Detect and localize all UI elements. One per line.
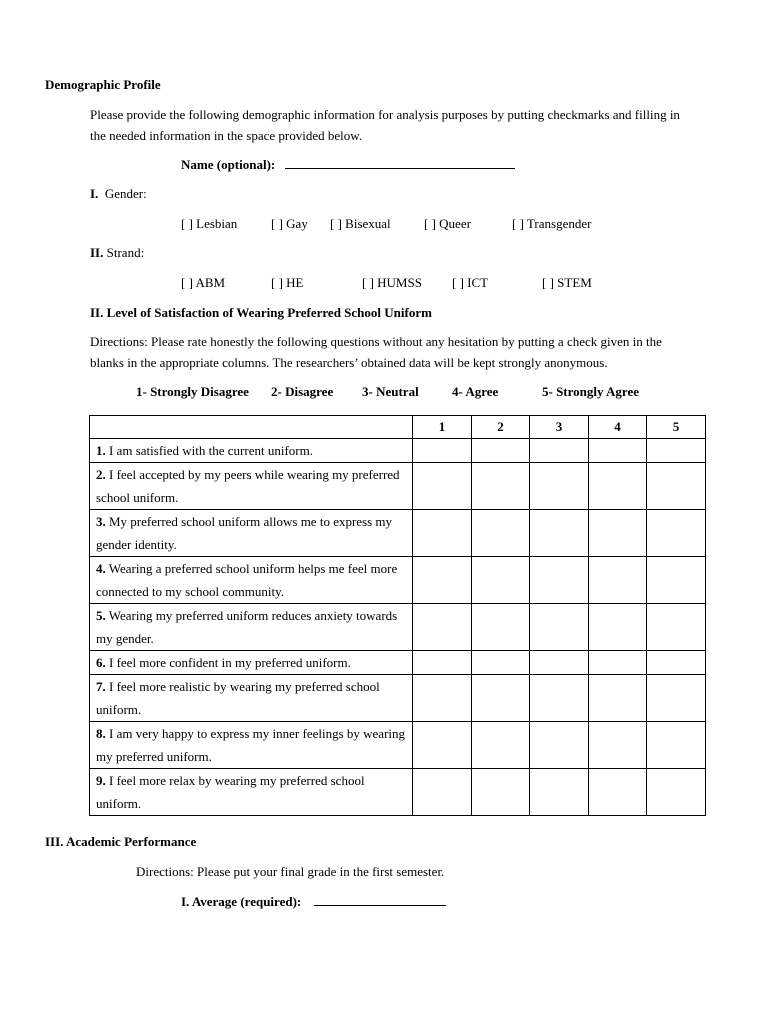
strand-option-humss[interactable]: [ ] HUMSS — [362, 275, 422, 290]
rating-cell-1[interactable] — [413, 557, 472, 604]
rating-cell-1[interactable] — [413, 604, 472, 651]
question-text: I feel more realistic by wearing my preferred school uniform. — [96, 679, 380, 717]
gender-option-bisexual[interactable]: [ ] Bisexual — [330, 216, 391, 231]
rating-cell-1[interactable] — [413, 463, 472, 510]
rating-cell-5[interactable] — [647, 510, 706, 557]
table-header-col-5: 5 — [647, 416, 706, 439]
table-header-question — [90, 416, 413, 439]
satisfaction-table — [89, 415, 706, 816]
table-row — [90, 439, 706, 463]
satisfaction-directions-line1: Directions: Please rate honestly the following questions without any hesitation by putting a check given in the — [90, 334, 662, 349]
strand-option-ict[interactable]: [ ] ICT — [452, 275, 489, 290]
rating-cell-5[interactable] — [647, 769, 706, 816]
gender-heading — [90, 186, 147, 202]
question-text: Wearing a preferred school uniform helps me feel more connected to my school community. — [96, 561, 398, 599]
scale-legend-2: 2- Disagree — [271, 384, 334, 399]
question-text: I am very happy to express my inner feelings by wearing my preferred uniform. — [96, 726, 406, 764]
demographic-intro-line1: Please provide the following demographic information for analysis purposes by putting checkmarks and filling in — [90, 107, 680, 122]
gender-option-gay[interactable]: [ ] Gay — [271, 216, 308, 231]
rating-cell-3[interactable] — [530, 439, 589, 463]
rating-cell-2[interactable] — [472, 651, 530, 675]
table-row — [90, 675, 706, 722]
question-text: I feel more confident in my preferred uniform. — [109, 655, 351, 670]
rating-cell-5[interactable] — [647, 722, 706, 769]
rating-cell-4[interactable] — [589, 722, 647, 769]
rating-cell-1[interactable] — [413, 722, 472, 769]
question-text: I feel more relax by wearing my preferred school uniform. — [96, 773, 365, 811]
strand-option-he[interactable]: [ ] HE — [271, 275, 304, 290]
rating-cell-2[interactable] — [472, 675, 530, 722]
academic-directions: Directions: Please put your final grade in the first semester. — [136, 864, 445, 879]
rating-cell-3[interactable] — [530, 769, 589, 816]
rating-cell-5[interactable] — [647, 557, 706, 604]
question-cell — [90, 769, 413, 816]
rating-cell-4[interactable] — [589, 604, 647, 651]
question-text: Wearing my preferred uniform reduces anxiety towards my gender. — [96, 608, 398, 646]
strand-option-stem[interactable]: [ ] STEM — [542, 275, 592, 290]
question-number: 8. — [96, 726, 106, 741]
rating-cell-4[interactable] — [589, 557, 647, 604]
gender-option-queer[interactable]: [ ] Queer — [424, 216, 471, 231]
average-field-row — [181, 894, 446, 910]
section-title-satisfaction: II. Level of Satisfaction of Wearing Preferred School Uniform — [90, 305, 432, 320]
strand-label: Strand: — [106, 245, 145, 260]
section-title-academic: III. Academic Performance — [45, 834, 197, 849]
rating-cell-3[interactable] — [530, 557, 589, 604]
question-cell — [90, 557, 413, 604]
rating-cell-3[interactable] — [530, 675, 589, 722]
table-row — [90, 722, 706, 769]
question-cell — [90, 722, 413, 769]
strand-heading — [90, 245, 144, 261]
question-number: 4. — [96, 561, 106, 576]
rating-cell-5[interactable] — [647, 604, 706, 651]
section-title-demographic: Demographic Profile — [45, 77, 161, 92]
scale-legend-5: 5- Strongly Agree — [542, 384, 640, 399]
rating-cell-1[interactable] — [413, 769, 472, 816]
rating-cell-5[interactable] — [647, 463, 706, 510]
rating-cell-3[interactable] — [530, 604, 589, 651]
rating-cell-5[interactable] — [647, 675, 706, 722]
rating-cell-2[interactable] — [472, 510, 530, 557]
satisfaction-directions-line2: blanks in the appropriate columns. The researchers’ obtained data will be kept strongly anonymous. — [90, 355, 608, 370]
question-cell — [90, 675, 413, 722]
table-row — [90, 769, 706, 816]
rating-cell-4[interactable] — [589, 510, 647, 557]
question-cell — [90, 463, 413, 510]
question-text: My preferred school uniform allows me to express my gender identity. — [96, 514, 393, 552]
question-number: 9. — [96, 773, 106, 788]
rating-cell-3[interactable] — [530, 651, 589, 675]
question-cell — [90, 651, 413, 675]
question-number: 7. — [96, 679, 106, 694]
name-blank-line[interactable] — [285, 168, 515, 169]
rating-cell-3[interactable] — [530, 722, 589, 769]
gender-numeral: I. — [90, 186, 99, 201]
scale-legend-4: 4- Agree — [452, 384, 499, 399]
rating-cell-3[interactable] — [530, 463, 589, 510]
table-header-col-4: 4 — [589, 416, 647, 439]
table-header-col-3: 3 — [530, 416, 589, 439]
name-label: Name (optional): — [181, 157, 276, 172]
table-header-col-2: 2 — [472, 416, 530, 439]
question-cell — [90, 439, 413, 463]
table-row — [90, 557, 706, 604]
rating-cell-1[interactable] — [413, 439, 472, 463]
rating-cell-4[interactable] — [589, 439, 647, 463]
strand-option-abm[interactable]: [ ] ABM — [181, 275, 226, 290]
rating-cell-2[interactable] — [472, 439, 530, 463]
question-number: 6. — [96, 655, 106, 670]
scale-legend-3: 3- Neutral — [362, 384, 419, 399]
question-text: I am satisfied with the current uniform. — [109, 443, 313, 458]
rating-cell-2[interactable] — [472, 722, 530, 769]
question-cell — [90, 510, 413, 557]
rating-cell-2[interactable] — [472, 769, 530, 816]
rating-cell-4[interactable] — [589, 651, 647, 675]
demographic-intro-line2: the needed information in the space provided below. — [90, 128, 363, 143]
rating-cell-4[interactable] — [589, 463, 647, 510]
gender-option-transgender[interactable]: [ ] Transgender — [512, 216, 592, 231]
rating-cell-5[interactable] — [647, 439, 706, 463]
average-blank-line[interactable] — [314, 905, 446, 906]
table-row — [90, 463, 706, 510]
gender-option-lesbian[interactable]: [ ] Lesbian — [181, 216, 238, 231]
rating-cell-4[interactable] — [589, 769, 647, 816]
table-row — [90, 510, 706, 557]
rating-cell-1[interactable] — [413, 651, 472, 675]
question-text: I feel accepted by my peers while wearing my preferred school uniform. — [96, 467, 400, 505]
rating-cell-2[interactable] — [472, 463, 530, 510]
average-label: I. Average (required): — [181, 894, 302, 909]
strand-numeral: II. — [90, 245, 104, 260]
scale-legend-1: 1- Strongly Disagree — [136, 384, 249, 399]
question-number: 3. — [96, 514, 106, 529]
table-row — [90, 604, 706, 651]
table-header-row — [90, 416, 706, 439]
rating-cell-5[interactable] — [647, 651, 706, 675]
table-header-col-1: 1 — [413, 416, 472, 439]
gender-label: Gender: — [104, 186, 147, 201]
table-row — [90, 651, 706, 675]
rating-cell-3[interactable] — [530, 510, 589, 557]
question-number: 1. — [96, 443, 106, 458]
rating-cell-2[interactable] — [472, 557, 530, 604]
rating-cell-2[interactable] — [472, 604, 530, 651]
name-field-row — [181, 157, 515, 173]
question-cell — [90, 604, 413, 651]
question-number: 2. — [96, 467, 106, 482]
rating-cell-1[interactable] — [413, 675, 472, 722]
question-number: 5. — [96, 608, 106, 623]
rating-cell-1[interactable] — [413, 510, 472, 557]
rating-cell-4[interactable] — [589, 675, 647, 722]
